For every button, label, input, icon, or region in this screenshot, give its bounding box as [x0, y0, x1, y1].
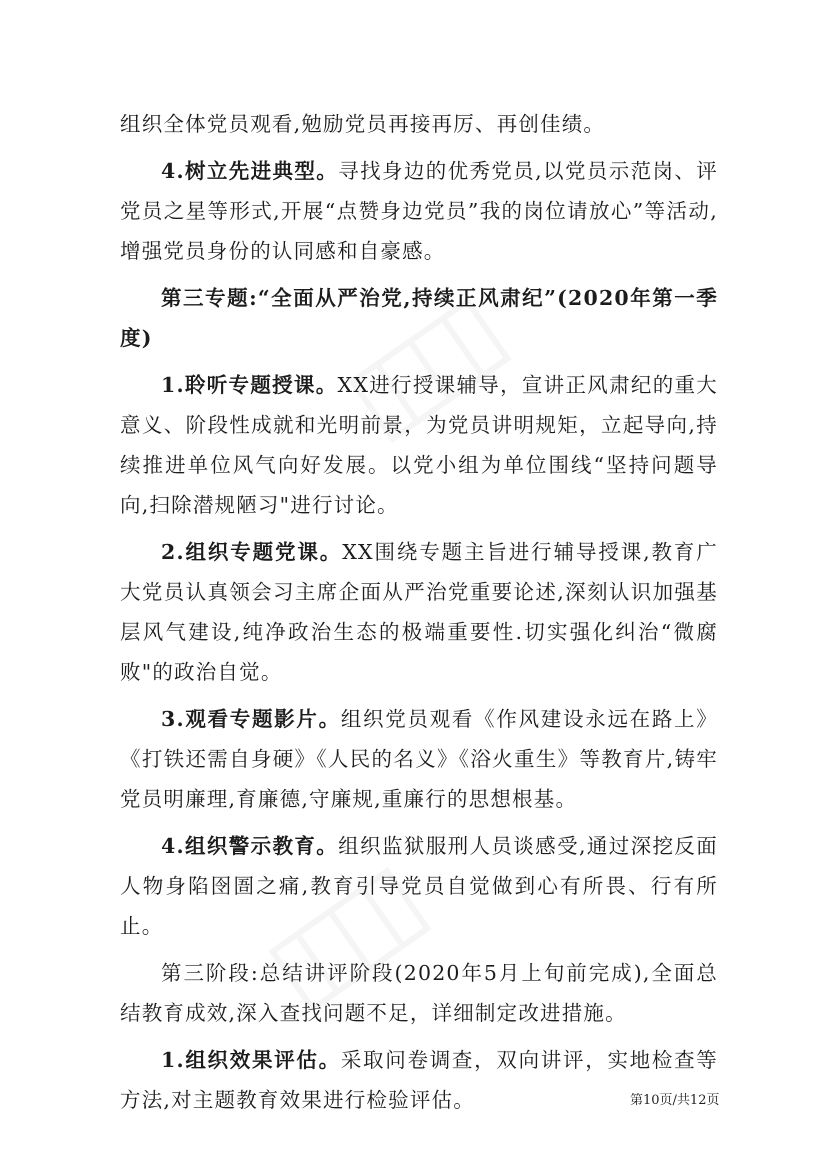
item-text: 组织监狱服刑人员谈感受,通过深挖反面人物身陷囹圄之痛,教育引导党员自觉做到心有所畏、行有所止。 [120, 834, 718, 938]
item-heading: 4.组织警示教育。 [161, 834, 339, 858]
paragraph-item [120, 151, 718, 271]
paragraph-continuation: 组织全体党员观看,勉励党员再接再厉、再创佳绩。 [120, 112, 606, 136]
item-text: 寻找身边的优秀党员,以党员示范岗、评党员之星等形式,开展“点赞身边党员”我的岗位请放心”等活动,增强党员身份的认同感和自豪感。 [120, 159, 718, 263]
item-heading: 2.组织专题党课。 [161, 540, 343, 564]
page-number: 第10页/共12页 [630, 1093, 720, 1108]
document-body [120, 104, 718, 1120]
item-text: XX进行授课辅导，宣讲正风肃纪的重大意义、阶段性成就和光明前景，为党员讲明规矩，立起导向,持续推进单位风气向好发展。以党小组为单位围线“坚持问题导向,扫除潜规陋习"进行讨论。 [120, 373, 719, 517]
paragraph-item [120, 1040, 718, 1120]
paragraph-item [120, 826, 718, 946]
paragraph-item [120, 532, 718, 692]
item-heading: 1.组织效果评估。 [161, 1048, 341, 1072]
item-heading: 4.树立先进典型。 [161, 159, 339, 183]
paragraph-stage: 第三阶段:总结讲评阶段(2020年5月上旬前完成),全面总结教育成效,深入查找问题不足，详细制定改进措施。 [120, 961, 718, 1025]
section-heading: 第三专题:“全面从严治党,持续正风肃纪”(2020年第一季度) [120, 286, 718, 350]
item-text: 组织党员观看《作风建设永远在路上》《打铁还需自身硬》《人民的名义》《浴火重生》等教育片,铸牢党员明廉理,育廉德,守廉规,重廉行的思想根基。 [120, 707, 719, 811]
paragraph-item [120, 699, 718, 819]
paragraph-item [120, 365, 718, 525]
item-heading: 1.聆听专题授课。 [161, 373, 338, 397]
item-text: 采取问卷调查，双向讲评，实地检查等方法,对主题教育效果进行检验评估。 [120, 1048, 719, 1112]
item-text: XX围绕专题主旨进行辅导授课,教育广大党员认真领会习主席企面从严治党重要论述,深刻认识加强基层风气建设,纯净政治生态的极端重要性.切实强化纠治“微腐败"的政治自觉。 [120, 540, 718, 684]
item-heading: 3.观看专题影片。 [161, 707, 341, 731]
